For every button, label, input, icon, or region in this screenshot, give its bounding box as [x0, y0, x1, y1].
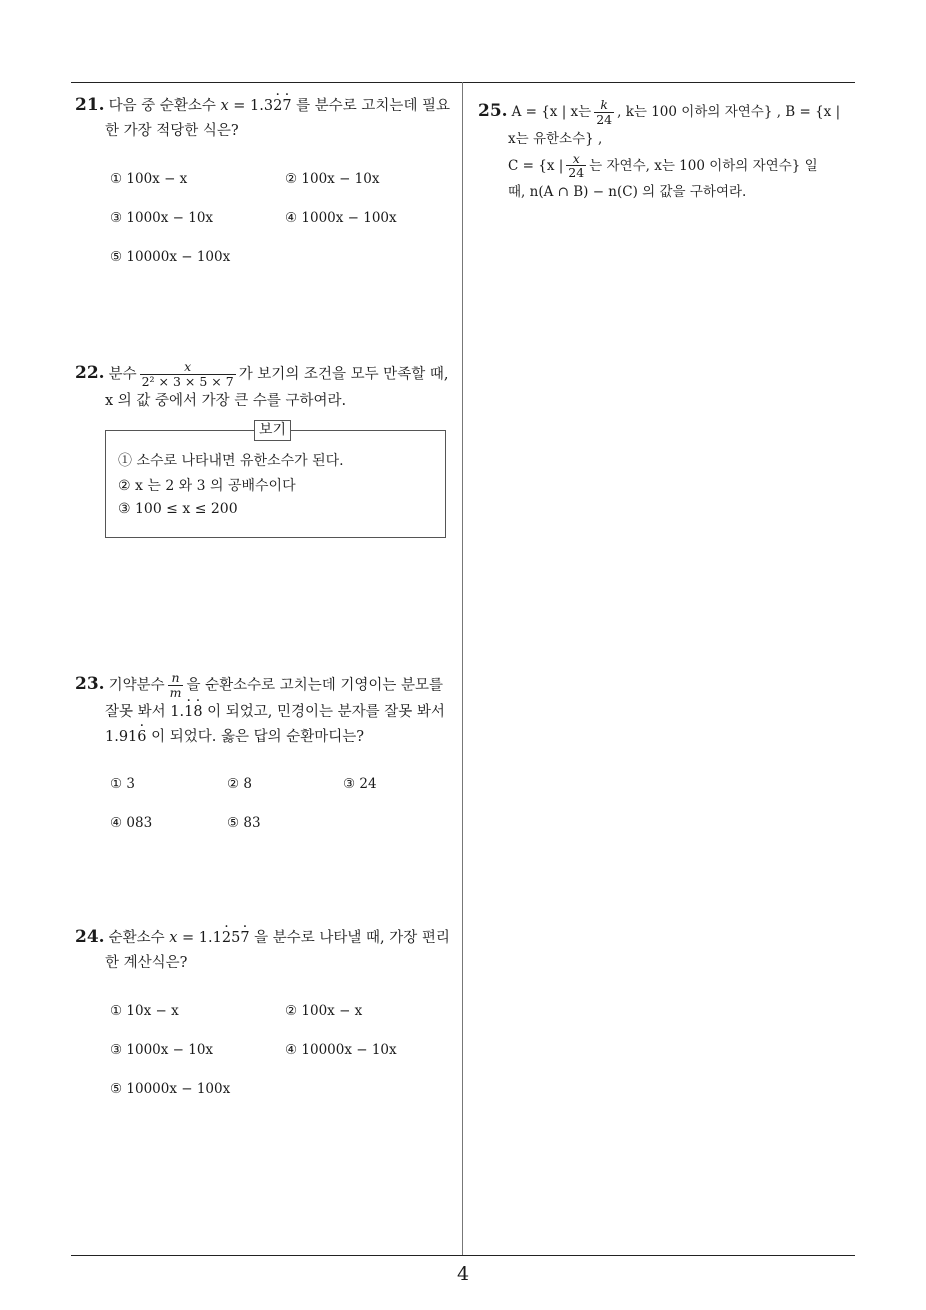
- question-21: [75, 93, 460, 144]
- question-stem: 잘못 봐서 1.: [105, 703, 185, 720]
- option-5[interactable]: ⑤ 10000x − 100x: [110, 249, 231, 265]
- option-1[interactable]: ① 100x − x: [110, 171, 188, 187]
- repeat-digit: · 7: [282, 94, 291, 119]
- fraction-numerator: x: [566, 152, 586, 167]
- question-stem: 이 되었고, 민경이는 분자를 잘못 봐서: [202, 703, 445, 720]
- option-1[interactable]: ① 3: [110, 776, 135, 792]
- fraction: [168, 671, 184, 700]
- question-number: 23.: [75, 674, 105, 695]
- question-number: 22.: [75, 363, 105, 384]
- question-number: 25.: [478, 100, 508, 121]
- option-3[interactable]: ③ 1000x − 10x: [110, 1042, 214, 1058]
- option-2[interactable]: ② 100x − x: [285, 1003, 363, 1019]
- fraction: [140, 360, 236, 389]
- question-number: 24.: [75, 927, 105, 947]
- question-23: [75, 671, 460, 750]
- option-3[interactable]: ③ 1000x − 10x: [110, 210, 214, 226]
- question-stem: , k는 100 이하의 자연수} , B = {x |: [617, 103, 841, 120]
- question-24: [75, 925, 460, 976]
- question-stem: 순환소수: [108, 930, 170, 946]
- option-4[interactable]: ④ 10000x − 10x: [285, 1042, 397, 1058]
- option-1[interactable]: ① 10x − x: [110, 1003, 179, 1019]
- option-2[interactable]: ② 100x − 10x: [285, 171, 380, 187]
- fraction: [594, 98, 614, 127]
- fraction-denominator: 24: [568, 165, 585, 181]
- repeat-digit: · 2: [222, 926, 231, 951]
- bottom-rule: [71, 1255, 855, 1256]
- fraction-numerator: x: [140, 360, 236, 375]
- question-22: [75, 360, 460, 414]
- top-rule: [71, 82, 855, 83]
- example-item: ① 소수로 나타내면 유한소수가 된다.: [118, 453, 344, 469]
- question-stem: 한 가장 적당한 식은?: [105, 123, 239, 139]
- fraction-numerator: k: [594, 98, 614, 113]
- repeat-digit: · 1: [184, 700, 193, 725]
- question-stem: 한 계산식은?: [105, 955, 188, 971]
- question-stem: 분수: [108, 366, 137, 383]
- option-2[interactable]: ② 8: [227, 776, 252, 792]
- example-item: ③ 100 ≤ x ≤ 200: [118, 501, 238, 517]
- option-4[interactable]: ④ 083: [110, 815, 153, 831]
- math-eq: = 1.1: [177, 930, 222, 946]
- question-stem: x는 유한소수} ,: [508, 130, 603, 147]
- option-4[interactable]: ④ 1000x − 100x: [285, 210, 397, 226]
- math-var: x: [169, 930, 178, 946]
- question-25: [478, 98, 858, 205]
- question-stem: C = {x |: [508, 157, 564, 174]
- option-3[interactable]: ③ 24: [343, 776, 377, 792]
- option-5[interactable]: ⑤ 83: [227, 815, 261, 831]
- column-divider: [462, 82, 463, 1255]
- question-stem: 을 분수로 나타낼 때, 가장 편리: [249, 930, 450, 946]
- question-stem: A = {x | x는: [511, 103, 592, 120]
- fraction-numerator: n: [168, 671, 184, 686]
- question-stem: x 의 값 중에서 가장 큰 수를 구하여라.: [105, 392, 347, 409]
- question-stem: 다음 중 순환소수: [108, 98, 221, 114]
- repeat-digit: · 6: [137, 725, 146, 750]
- question-stem: 는 자연수, x는 100 이하의 자연수} 일: [589, 157, 818, 174]
- example-box-title: 보기: [254, 420, 291, 441]
- question-stem: 기약분수: [108, 677, 165, 694]
- page-number: 4: [456, 1263, 470, 1285]
- question-stem: 1.91: [105, 728, 138, 745]
- math-var: x: [220, 98, 229, 114]
- fraction-denominator: 24: [596, 111, 613, 127]
- question-stem: 가 보기의 조건을 모두 만족할 때,: [238, 366, 449, 383]
- question-stem: 을 순환소수로 고치는데 기영이는 분모를: [186, 677, 444, 694]
- repeat-digit: · 7: [240, 926, 249, 951]
- question-stem: 를 분수로 고치는데 필요: [291, 98, 451, 114]
- fraction: [566, 152, 586, 181]
- fraction-denominator: m: [169, 684, 182, 700]
- math-eq: = 1.3: [228, 98, 274, 114]
- math-digit: 5: [231, 930, 241, 946]
- example-item: ② x 는 2 와 3 의 공배수이다: [118, 478, 296, 494]
- repeat-digit: · 2: [273, 94, 282, 119]
- option-5[interactable]: ⑤ 10000x − 100x: [110, 1081, 231, 1097]
- repeat-digit: · 8: [193, 700, 202, 725]
- question-stem: 이 되었다. 옳은 답의 순환마디는?: [146, 728, 365, 745]
- question-stem: 때, n(A ∩ B) − n(C) 의 값을 구하여라.: [508, 184, 747, 200]
- question-number: 21.: [75, 95, 105, 115]
- fraction-denominator: 2² × 3 × 5 × 7: [141, 373, 234, 389]
